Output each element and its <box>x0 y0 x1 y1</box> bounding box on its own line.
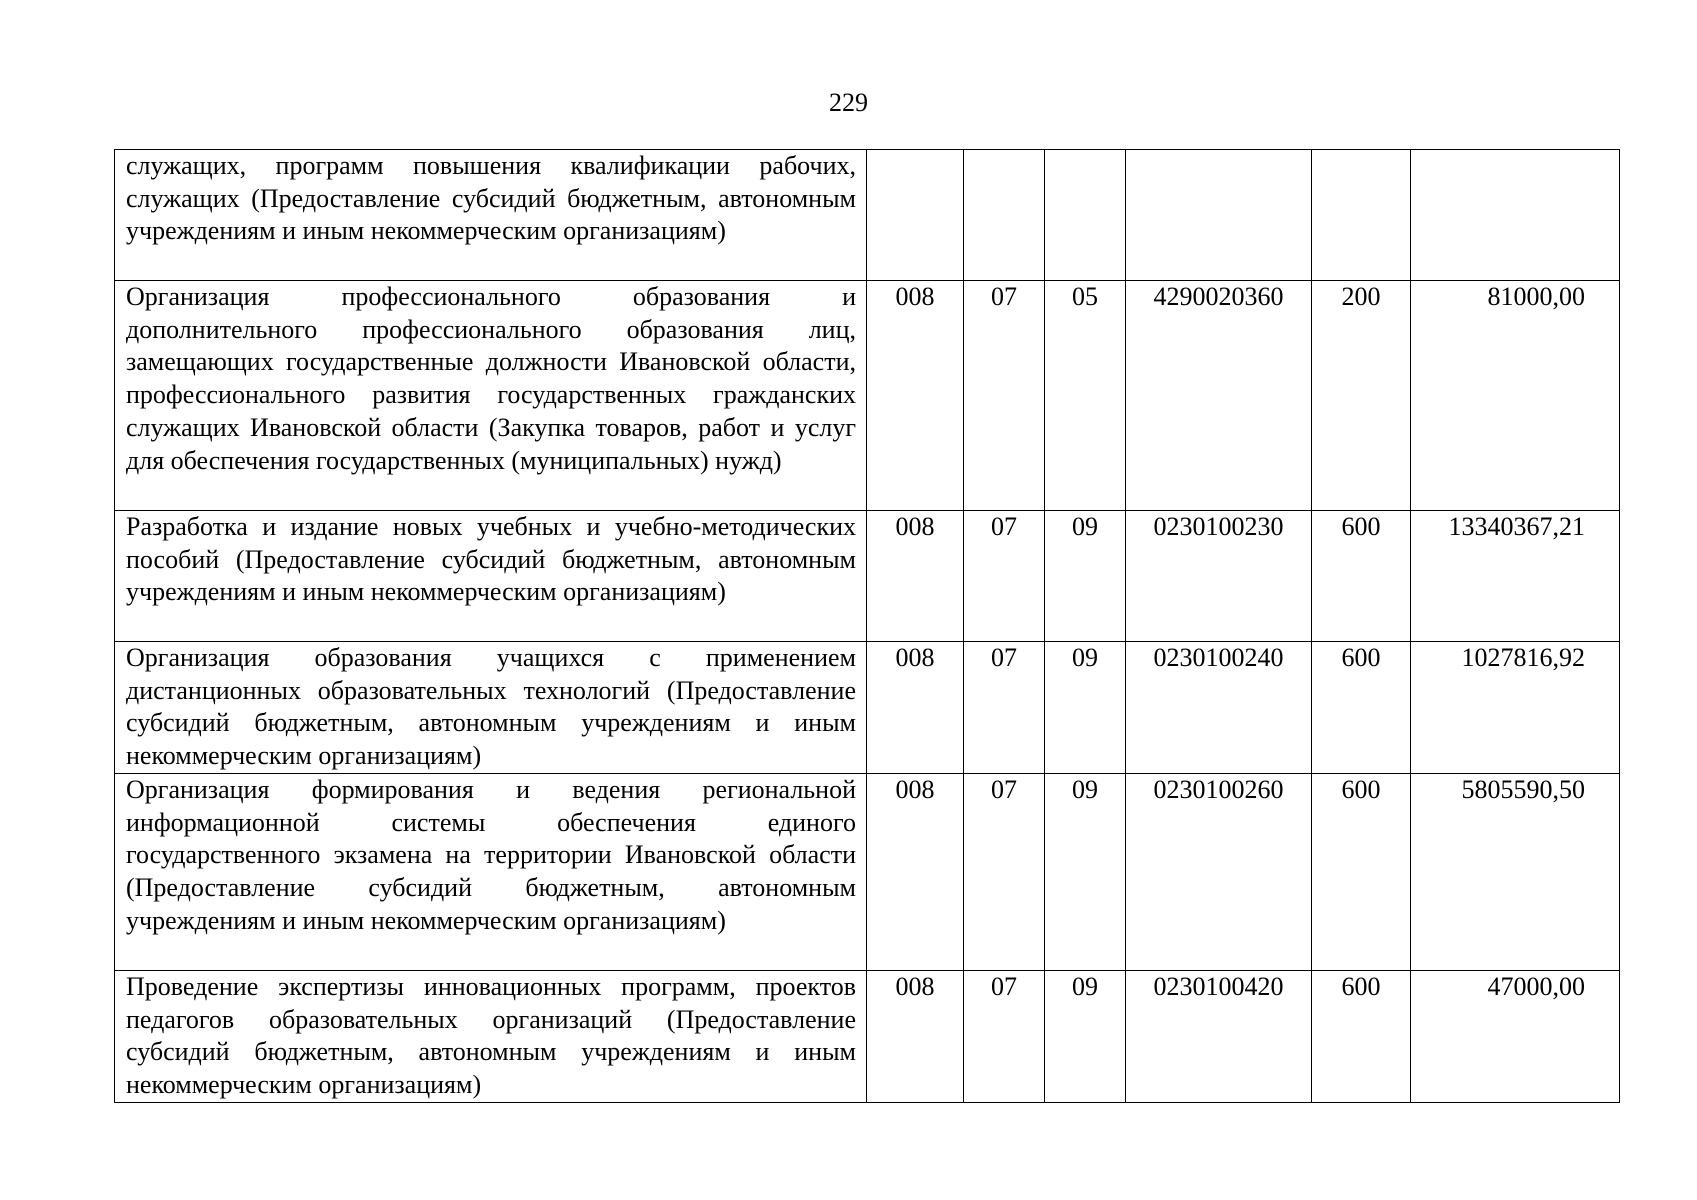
subsection-code <box>1045 150 1126 281</box>
section-code: 07 <box>964 773 1045 970</box>
table-row <box>115 773 1620 970</box>
section-code: 07 <box>964 281 1045 511</box>
subsection-code: 09 <box>1045 970 1126 1102</box>
ministry-code: 008 <box>867 642 964 774</box>
table-row <box>115 150 1620 281</box>
amount: 47000,00 <box>1411 970 1620 1102</box>
row-description: Проведение экспертизы инновационных программ, проектов педагогов образовательных организаций (Предоставление субсидий бюджетным, автономным учреждениям и иным некоммерческим организациям) <box>115 970 867 1102</box>
budget-table <box>114 149 1620 1103</box>
subsection-code: 09 <box>1045 773 1126 970</box>
ministry-code: 008 <box>867 511 964 642</box>
table-row <box>115 970 1620 1102</box>
target-article-code: 0230100240 <box>1126 642 1312 774</box>
amount: 81000,00 <box>1411 281 1620 511</box>
expense-type-code: 600 <box>1312 970 1411 1102</box>
subsection-code: 09 <box>1045 511 1126 642</box>
section-code: 07 <box>964 642 1045 774</box>
target-article-code: 4290020360 <box>1126 281 1312 511</box>
table-row <box>115 511 1620 642</box>
amount: 13340367,21 <box>1411 511 1620 642</box>
target-article-code: 0230100230 <box>1126 511 1312 642</box>
expense-type-code: 600 <box>1312 642 1411 774</box>
row-description: Организация профессионального образования и дополнительного профессионального образования лиц, замещающих государственные должности Ивановской области, профессионального развития государственных гражданских служащих Ивановской области (Закупка товаров, работ и услуг для обеспечения государственных (муниципальных) нужд) <box>115 281 867 511</box>
section-code <box>964 150 1045 281</box>
expense-type-code <box>1312 150 1411 281</box>
ministry-code: 008 <box>867 970 964 1102</box>
expense-type-code: 200 <box>1312 281 1411 511</box>
row-description: Организация формирования и ведения региональной информационной системы обеспечения единого государственного экзамена на территории Ивановской области (Предоставление субсидий бюджетным, автономным учреждениям и иным некоммерческим организациям) <box>115 773 867 970</box>
amount: 1027816,92 <box>1411 642 1620 774</box>
ministry-code <box>867 150 964 281</box>
target-article-code: 0230100260 <box>1126 773 1312 970</box>
ministry-code: 008 <box>867 773 964 970</box>
page-number: 229 <box>829 88 868 117</box>
table-row <box>115 281 1620 511</box>
table-row <box>115 642 1620 774</box>
amount <box>1411 150 1620 281</box>
subsection-code: 05 <box>1045 281 1126 511</box>
row-description: Организация образования учащихся с применением дистанционных образовательных технологий (Предоставление субсидий бюджетным, автономным учреждениям и иным некоммерческим организациям) <box>115 642 867 774</box>
subsection-code: 09 <box>1045 642 1126 774</box>
amount: 5805590,50 <box>1411 773 1620 970</box>
section-code: 07 <box>964 511 1045 642</box>
expense-type-code: 600 <box>1312 773 1411 970</box>
section-code: 07 <box>964 970 1045 1102</box>
row-description: служащих, программ повышения квалификации рабочих, служащих (Предоставление субсидий бюджетным, автономным учреждениям и иным некоммерческим организациям) <box>115 150 867 281</box>
target-article-code <box>1126 150 1312 281</box>
target-article-code: 0230100420 <box>1126 970 1312 1102</box>
expense-type-code: 600 <box>1312 511 1411 642</box>
ministry-code: 008 <box>867 281 964 511</box>
row-description: Разработка и издание новых учебных и учебно-методических пособий (Предоставление субсидий бюджетным, автономным учреждениям и иным некоммерческим организациям) <box>115 511 867 642</box>
